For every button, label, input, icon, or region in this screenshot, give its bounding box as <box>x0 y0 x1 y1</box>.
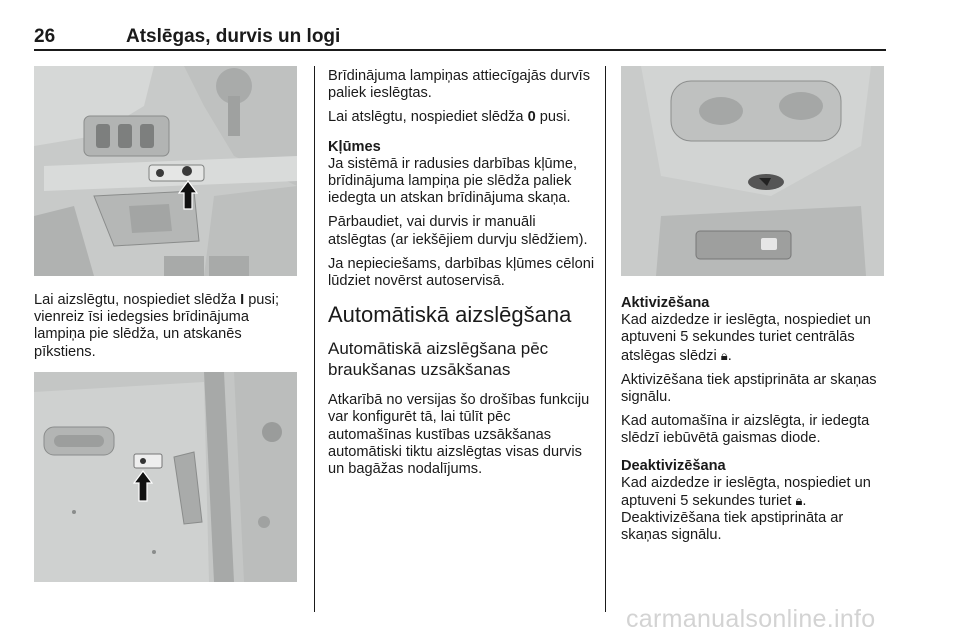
figure-door-panel-switch <box>34 372 297 582</box>
chapter-title: Atslēgas, durvis un logi <box>126 26 341 47</box>
header-rule <box>34 49 886 51</box>
page-header <box>34 26 886 50</box>
page-number: 26 <box>34 26 56 47</box>
caption-lock-instruction: Lai aizslēgtu, nospiediet slēdža I pusi; vienreiz īsi iedegsies brīdinājuma lampiņa pie slēdža, un atskanēs pīkstiens. <box>34 292 280 360</box>
column-3-text <box>621 295 891 552</box>
subsection-heading-auto-lock-driving: Automātiskā aizslēgšana pēc braukšanas uzsākšanas <box>328 339 549 380</box>
paragraph-deactivation-1: Kad aizdedze ir ieslēgta, nospiediet un aptuveni 5 sekundes turiet 🔒︎. <box>621 474 871 510</box>
arrow-up-icon <box>133 470 153 502</box>
paragraph-unlock-instruction: Lai atslēgtu, nospiediet slēdža 0 pusi. <box>328 109 571 126</box>
lock-icon: 🔒︎ <box>795 493 803 509</box>
paragraph-faults-1: Ja sistēmā ir radusies darbības kļūme, brīdinājuma lampiņa pie slēdža paliek iedegta un atskan brīdinājuma skaņa. <box>328 155 578 207</box>
column-1-text <box>34 292 304 368</box>
paragraph-faults-2: Pārbaudiet, vai durvis ir manuāli atslēgtas (ar iekšējiem durvju slēdžiem). <box>328 214 588 248</box>
arrow-up-icon <box>178 180 198 210</box>
paragraph-activation-3: Kad automašīna ir aizslēgta, ir iedegta slēdzī iebūvētā gaismas diode. <box>621 413 870 447</box>
paragraph-activation-2: Aktivizēšana tiek apstiprināta ar skaņas signālu. <box>621 371 877 406</box>
faults-heading: Kļūmes <box>328 138 381 155</box>
deactivation-heading: Deaktivizēšana <box>621 457 726 474</box>
paragraph-warning-lamps: Brīdinājuma lampiņas attiecīgajās durvīs paliek ieslēgtas. <box>328 68 591 102</box>
column-divider-right <box>605 66 606 612</box>
column-2-text <box>328 68 598 485</box>
figure-central-lock-button <box>621 66 884 276</box>
lock-icon: 🔒︎ <box>720 347 728 363</box>
section-heading-auto-lock: Automātiskā aizslēgšana <box>328 302 572 328</box>
watermark: carmanualsonline.info <box>626 605 876 633</box>
paragraph-auto-lock-description: Atkarībā no versijas šo drošības funkciju var konfigurēt tā, lai tūlīt pēc automašīnas kustības uzsākšanas automātiski tiktu aizslēgtas visas durvis un bagāžas nodalījums. <box>328 392 590 478</box>
column-divider-left <box>314 66 315 612</box>
paragraph-activation-1: Kad aizdedze ir ieslēgta, nospiediet un aptuveni 5 sekundes turiet centrālās atslēgas slēdzi 🔒︎. <box>621 312 871 364</box>
figure-dashboard-lock-switch <box>34 66 297 276</box>
paragraph-faults-3: Ja nepieciešams, darbības kļūmes cēloni lūdziet novērst autoservisā. <box>328 255 595 290</box>
paragraph-deactivation-2: Deaktivizēšana tiek apstiprināta ar skaņas signālu. <box>621 510 844 544</box>
activation-heading: Aktivizēšana <box>621 295 710 311</box>
